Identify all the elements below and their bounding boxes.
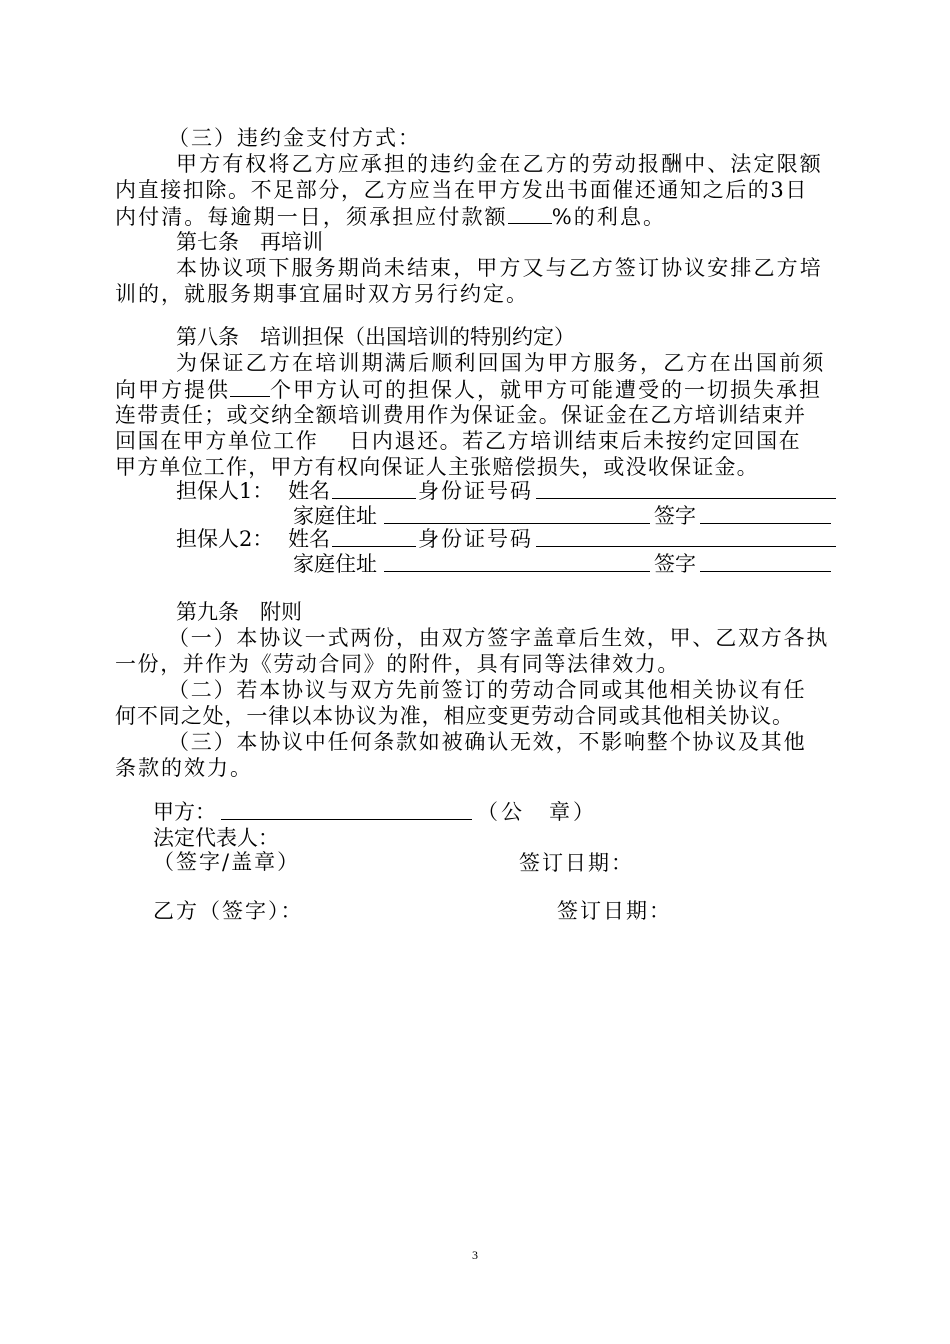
id-number-field[interactable] [536,478,836,505]
article-title: 第八条 培训担保（出国培训的特别约定） [176,325,575,349]
name-field[interactable] [332,478,416,505]
paragraph-line: 回国在甲方单位工作 日内退还。若乙方培训结束后未按约定回国在 [115,429,802,453]
signing-date-label-b: 签订日期： [557,899,672,923]
blank-field [508,203,552,224]
page-number: 3 [472,1248,478,1262]
id-number-label: 身份证号码 [418,527,533,551]
text-fragment: %的利息。 [551,205,667,229]
signature-label: 签字 [654,504,696,528]
paragraph-line: 训的，就服务期事宜届时双方另行约定。 [115,282,529,306]
id-number-field[interactable] [536,526,836,553]
signing-date-label-a: 签订日期： [519,851,634,875]
text-fragment: 个甲方认可的担保人，就甲方可能遭受的一切损失承担 [270,378,822,402]
party-a-field[interactable] [221,799,472,826]
party-a-label: 甲方： [153,800,216,824]
name-label: 姓名 [288,479,330,503]
paragraph-line: 甲方单位工作，甲方有权向保证人主张赔偿损失，或没收保证金。 [115,455,759,479]
article-title: 第七条 再培训 [176,230,323,254]
name-label: 姓名 [288,527,330,551]
name-field[interactable] [332,526,416,553]
article-title: 第九条 附则 [176,600,302,624]
id-number-label: 身份证号码 [418,479,533,503]
paragraph-line: 甲方有权将乙方应承担的违约金在乙方的劳动报酬中、法定限额 [176,152,823,176]
paragraph-line: 连带责任；或交纳全额培训费用作为保证金。保证金在乙方培训结束并 [115,403,807,427]
legal-representative-label: 法定代表人： [153,826,279,850]
paragraph-line: 内直接扣除。不足部分，乙方应当在甲方发出书面催还通知之后的3日 [115,178,808,202]
paragraph-line: （三）本协议中任何条款如被确认无效，不影响整个协议及其他 [168,730,807,754]
sign-or-seal-label: （签字/盖章） [153,850,301,874]
paragraph-line: 本协议项下服务期尚未结束，甲方又与乙方签订协议安排乙方培 [176,256,823,280]
company-seal-label: （公 章） [477,800,597,824]
paragraph-line [115,376,822,403]
text-fragment: 内付清。每逾期一日，须承担应付款额 [115,205,508,229]
signature-field[interactable] [700,551,831,578]
clause-heading: （三）违约金支付方式： [168,126,421,150]
signature-label: 签字 [654,552,696,576]
address-field[interactable] [384,551,650,578]
address-label: 家庭住址 [293,504,377,528]
text-fragment: 向甲方提供 [115,378,230,402]
guarantor-2-label: 担保人2： [176,527,274,551]
paragraph-line: 何不同之处，一律以本协议为准，相应变更劳动合同或其他相关协议。 [115,704,794,728]
paragraph-line: 条款的效力。 [115,756,253,780]
address-label: 家庭住址 [293,552,377,576]
paragraph-line: 一份，并作为《劳动合同》的附件，具有同等法律效力。 [115,652,680,676]
blank-field [230,376,270,397]
paragraph-line: （一）本协议一式两份，由双方签字盖章后生效，甲、乙双方各执 [168,626,830,650]
paragraph-line: 为保证乙方在培训期满后顺利回国为甲方服务，乙方在出国前须 [176,351,826,375]
guarantor-1-label: 担保人1： [176,479,274,503]
paragraph-line: （二）若本协议与双方先前签订的劳动合同或其他相关协议有任 [168,678,807,702]
paragraph-line [115,203,666,230]
party-b-label: 乙方（签字）： [153,899,304,923]
